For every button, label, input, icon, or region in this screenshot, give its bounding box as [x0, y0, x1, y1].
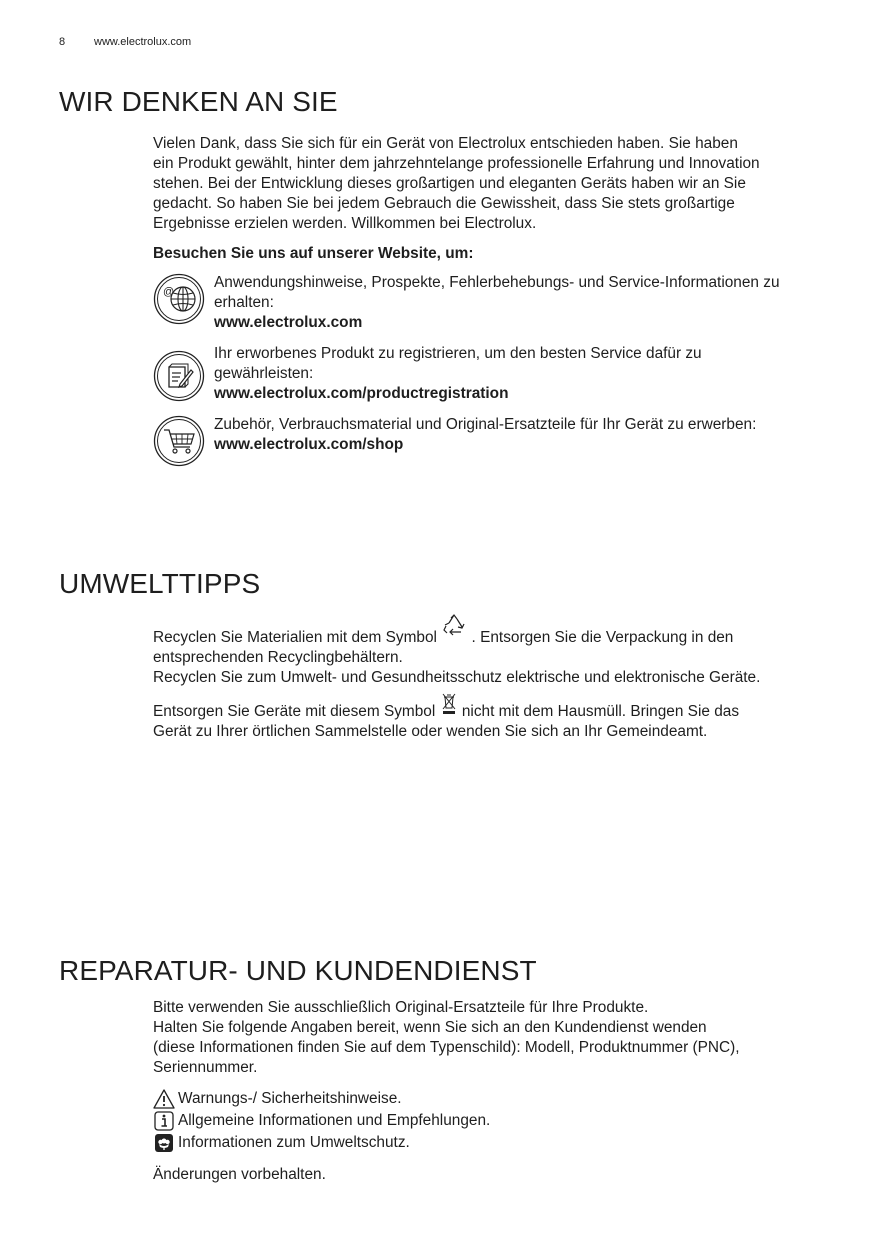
link-electrolux[interactable]: www.electrolux.com	[214, 314, 363, 331]
warning-icon	[153, 1089, 175, 1109]
legend-text: Informationen zum Umweltschutz.	[178, 1134, 410, 1151]
legend-text: Warnungs-/ Sicherheitshinweise.	[178, 1090, 402, 1107]
intro-line: ein Produkt gewählt, hinter dem jahrzehntelange professionelle Erfahrung und Innovation	[153, 155, 760, 172]
section-title-reparatur: REPARATUR- UND KUNDENDIENST	[59, 955, 537, 986]
env-text: . Entsorgen Sie die Verpackung in den	[471, 629, 734, 646]
globe-icon	[153, 273, 205, 325]
service-paragraph	[153, 998, 823, 1078]
cart-icon	[153, 415, 205, 467]
recycle-icon	[441, 614, 467, 640]
intro-line: Ergebnisse erzielen werden. Willkommen bei Electrolux.	[153, 215, 537, 232]
crossed-bin-icon	[440, 692, 458, 716]
visit-heading: Besuchen Sie uns auf unserer Website, um:	[153, 245, 474, 262]
symbol-legend	[153, 1088, 823, 1154]
env-text: nicht mit dem Hausmüll. Bringen Sie das	[461, 703, 740, 720]
service-line: Seriennummer.	[153, 1059, 258, 1076]
website-item-registration	[153, 344, 833, 404]
legend-text: Allgemeine Informationen und Empfehlungen.	[178, 1112, 491, 1129]
legend-environment	[153, 1132, 823, 1154]
item-text: erhalten:	[214, 294, 274, 311]
env-text: Gerät zu Ihrer örtlichen Sammelstelle oder wenden Sie sich an Ihr Gemeindeamt.	[153, 723, 708, 740]
service-line: Bitte verwenden Sie ausschließlich Original-Ersatzteile für Ihre Produkte.	[153, 999, 649, 1016]
header-website[interactable]: www.electrolux.com	[94, 36, 192, 48]
item-text: gewährleisten:	[214, 365, 314, 382]
env-text: Recyclen Sie zum Umwelt- und Gesundheitsschutz elektrische und elektronische Geräte.	[153, 669, 761, 686]
environment-paragraph-2	[153, 692, 823, 742]
env-text: Recyclen Sie Materialien mit dem Symbol	[153, 629, 437, 646]
link-product-registration[interactable]: www.electrolux.com/productregistration	[214, 385, 509, 402]
service-line: (diese Informationen finden Sie auf dem Typenschild): Modell, Produktnummer (PNC),	[153, 1039, 740, 1056]
environment-icon	[153, 1133, 175, 1153]
info-icon	[153, 1111, 175, 1131]
changes-note: Änderungen vorbehalten.	[153, 1166, 326, 1183]
link-shop[interactable]: www.electrolux.com/shop	[214, 436, 404, 453]
intro-line: gedacht. So haben Sie bei jedem Gebrauch die Gewissheit, dass Sie stets großartige	[153, 195, 735, 212]
page-number: 8	[59, 36, 66, 48]
page-header	[59, 36, 191, 48]
intro-line: Vielen Dank, dass Sie sich für ein Gerät von Electrolux entschieden haben. Sie haben	[153, 135, 738, 152]
website-item-info	[153, 273, 833, 333]
registration-icon	[153, 350, 205, 402]
legend-info	[153, 1110, 823, 1132]
item-text: Zubehör, Verbrauchsmaterial und Original-Ersatzteile für Ihr Gerät zu erwerben:	[214, 416, 757, 433]
website-item-shop	[153, 415, 833, 467]
env-text: Entsorgen Sie Geräte mit diesem Symbol	[153, 703, 436, 720]
env-text: entsprechenden Recyclingbehältern.	[153, 649, 403, 666]
environment-paragraph-1	[153, 614, 823, 688]
svg-text:@: @	[163, 286, 175, 298]
section-title-umwelttipps: UMWELTTIPPS	[59, 568, 261, 599]
intro-paragraph	[153, 134, 823, 234]
item-text: Ihr erworbenes Produkt zu registrieren, um den besten Service dafür zu	[214, 345, 702, 362]
item-text: Anwendungshinweise, Prospekte, Fehlerbehebungs- und Service-Informationen zu	[214, 274, 780, 291]
intro-line: stehen. Bei der Entwicklung dieses großartigen und eleganten Geräts haben wir an Sie	[153, 175, 746, 192]
service-line: Halten Sie folgende Angaben bereit, wenn Sie sich an den Kundendienst wenden	[153, 1019, 707, 1036]
legend-warning	[153, 1088, 823, 1110]
section-title-wir-denken: WIR DENKEN AN SIE	[59, 86, 338, 117]
